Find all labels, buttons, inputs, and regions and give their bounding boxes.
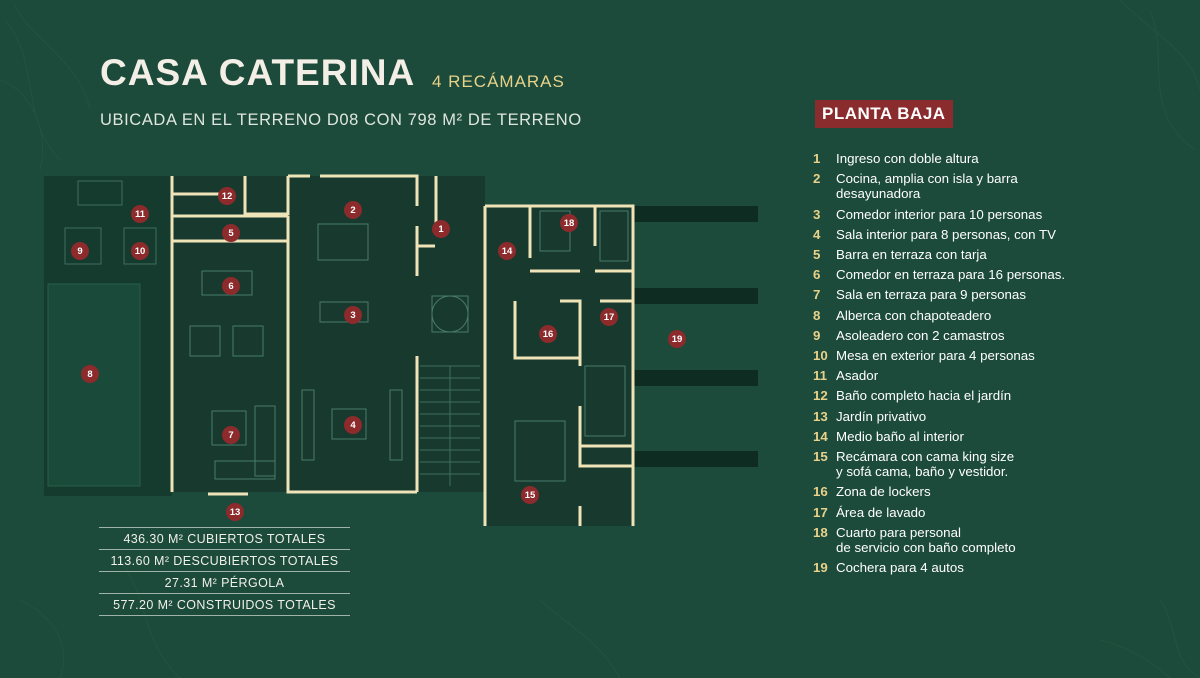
legend-item — [813, 449, 1083, 479]
legend-item — [813, 151, 1083, 166]
marker-18: 18 — [560, 214, 578, 232]
marker-5: 5 — [222, 224, 240, 242]
floor-plan — [40, 166, 760, 526]
garage-strip-3 — [633, 370, 758, 386]
legend-number: 7 — [813, 287, 821, 303]
legend-number: 13 — [813, 408, 828, 424]
main-house-fill — [172, 176, 417, 492]
page-title: CASA CATERINA — [100, 52, 416, 93]
marker-1: 1 — [432, 220, 450, 238]
legend-item — [813, 287, 1083, 302]
legend-number: 16 — [813, 484, 828, 500]
marker-10: 10 — [131, 242, 149, 260]
legend-text: Comedor interior para 10 personas — [836, 206, 1043, 222]
legend-text: Asador — [836, 368, 879, 384]
legend-text: Alberca con chapoteadero — [836, 307, 992, 323]
legend-item — [813, 328, 1083, 343]
legend-item — [813, 409, 1083, 424]
bedrooms-label: 4 RECÁMARAS — [432, 72, 565, 91]
location-text: UBICADA EN EL TERRENO D08 CON 798 M² DE TERRENO — [100, 111, 582, 129]
marker-6: 6 — [222, 277, 240, 295]
legend-item — [813, 388, 1083, 403]
legend-number: 3 — [813, 206, 821, 222]
legend-text: Zona de lockers — [836, 484, 931, 500]
legend-item — [813, 171, 1083, 201]
stat-pergola: 27.31 M² PÉRGOLA — [99, 571, 350, 593]
marker-2: 2 — [344, 201, 362, 219]
marker-17: 17 — [600, 308, 618, 326]
marker-7: 7 — [222, 426, 240, 444]
legend-item — [813, 429, 1083, 444]
legend-number: 6 — [813, 267, 821, 283]
legend-item — [813, 207, 1083, 222]
marker-16: 16 — [539, 325, 557, 343]
marker-11: 11 — [131, 205, 149, 223]
stat-covered: 436.30 M² CUBIERTOS TOTALES — [99, 527, 350, 549]
entry-fill — [417, 176, 485, 492]
legend-item — [813, 525, 1083, 555]
legend-text: Comedor en terraza para 16 personas. — [836, 267, 1066, 283]
marker-4: 4 — [344, 416, 362, 434]
marker-14: 14 — [498, 242, 516, 260]
legend-item — [813, 505, 1083, 520]
marker-15: 15 — [521, 486, 539, 504]
legend-item — [813, 247, 1083, 262]
legend-text: Baño completo hacia el jardín — [836, 388, 1012, 404]
garage-strip-2 — [633, 288, 758, 304]
legend-number: 4 — [813, 226, 821, 242]
legend-text: Asoleadero con 2 camastros — [836, 327, 1005, 343]
legend-item — [813, 308, 1083, 323]
legend-item — [813, 484, 1083, 499]
marker-9: 9 — [71, 242, 89, 260]
legend-number: 1 — [813, 151, 821, 166]
stat-uncovered: 113.60 M² DESCUBIERTOS TOTALES — [99, 549, 350, 571]
legend-text: Cuarto para personal de servicio con baño completo — [836, 524, 1016, 556]
garage-strip-1 — [633, 206, 758, 222]
pool — [48, 284, 140, 486]
legend-text: Jardín privativo — [836, 408, 927, 424]
stat-total: 577.20 M² CONSTRUIDOS TOTALES — [99, 593, 350, 616]
legend-text: Sala en terraza para 9 personas — [836, 287, 1026, 303]
marker-19: 19 — [668, 330, 686, 348]
marker-8: 8 — [81, 365, 99, 383]
legend-text: Cochera para 4 autos — [836, 560, 964, 576]
area-stats — [99, 527, 350, 616]
legend-text: Recámara con cama king size y sofá cama, baño y vestidor. — [836, 449, 1015, 480]
legend-number: 9 — [813, 327, 821, 343]
legend-number: 10 — [813, 348, 828, 364]
legend-number: 2 — [813, 171, 821, 187]
legend-item — [813, 267, 1083, 282]
legend-text: Ingreso con doble altura — [836, 151, 979, 166]
legend-text: Cocina, amplia con isla y barra desayunadora — [836, 171, 1018, 202]
legend-number: 11 — [813, 368, 828, 384]
legend-text: Área de lavado — [836, 504, 926, 520]
legend-item — [813, 560, 1083, 575]
legend-item — [813, 227, 1083, 242]
legend-item — [813, 368, 1083, 383]
floor-plan-drawing — [40, 166, 760, 526]
legend — [813, 151, 1083, 580]
legend-number: 12 — [813, 388, 828, 404]
marker-3: 3 — [344, 306, 362, 324]
marker-12: 12 — [218, 187, 236, 205]
legend-text: Mesa en exterior para 4 personas — [836, 348, 1035, 364]
legend-text: Barra en terraza con tarja — [836, 247, 987, 263]
garage-strip-4 — [633, 451, 758, 467]
floor-label: PLANTA BAJA — [815, 100, 953, 128]
marker-13: 13 — [226, 503, 244, 521]
legend-text: Sala interior para 8 personas, con TV — [836, 226, 1057, 242]
legend-number: 8 — [813, 307, 821, 323]
legend-number: 15 — [813, 449, 828, 465]
legend-number: 14 — [813, 428, 828, 444]
legend-number: 17 — [813, 504, 828, 520]
legend-text: Medio baño al interior — [836, 428, 964, 444]
legend-number: 18 — [813, 524, 828, 540]
legend-number: 19 — [813, 560, 828, 576]
legend-item — [813, 348, 1083, 363]
legend-number: 5 — [813, 247, 821, 263]
